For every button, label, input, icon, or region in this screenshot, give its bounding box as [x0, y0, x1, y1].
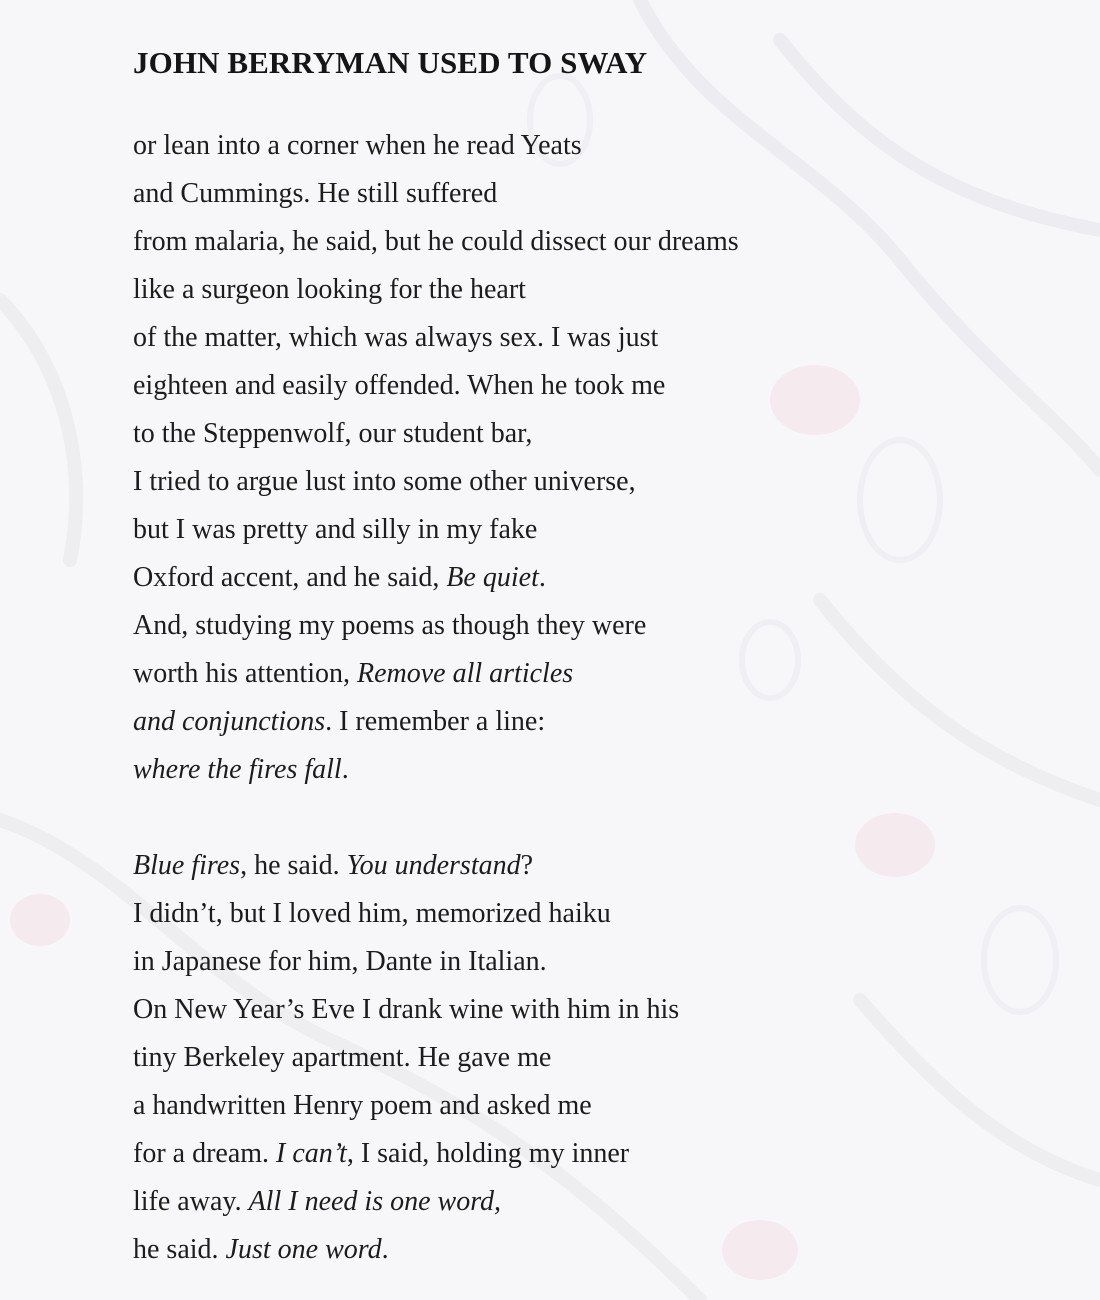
- poem-line: [133, 986, 1033, 1034]
- stanza: [133, 842, 1033, 1274]
- poem-line: [133, 842, 1033, 890]
- poem-line: [133, 458, 1033, 506]
- line-text: .: [538, 562, 546, 593]
- line-text: I didn’t, but I loved him, memorized haiku: [133, 898, 611, 929]
- line-text: a handwritten Henry poem and asked me: [133, 1090, 592, 1121]
- line-text: Oxford accent, and he said,: [133, 562, 447, 593]
- poem-line: [133, 410, 1033, 458]
- line-text: like a surgeon looking for the heart: [133, 274, 526, 305]
- poem-line: [133, 1082, 1033, 1130]
- italic-text: I can’t: [276, 1138, 347, 1169]
- poem-line: [133, 122, 1033, 170]
- line-text: .: [341, 754, 349, 785]
- poem-line: [133, 938, 1033, 986]
- poem-line: [133, 266, 1033, 314]
- stanza: [133, 122, 1033, 794]
- italic-text: Just one word: [225, 1234, 382, 1265]
- poem-body: [133, 122, 1033, 1274]
- poem-line: [133, 1178, 1033, 1226]
- italic-text: Remove all articles: [356, 658, 574, 689]
- line-text: I tried to argue lust into some other universe,: [133, 466, 636, 497]
- poem-line: [133, 170, 1033, 218]
- italic-text: You understand: [346, 850, 521, 881]
- poem-line: [133, 1034, 1033, 1082]
- line-text: to the Steppenwolf, our student bar,: [133, 418, 533, 449]
- line-text: , I said, holding my inner: [346, 1138, 630, 1169]
- poem-line: [133, 362, 1033, 410]
- line-text: worth his attention,: [133, 658, 357, 689]
- italic-text: where the fires fall: [133, 754, 342, 785]
- poem-line: [133, 506, 1033, 554]
- line-text: in Japanese for him, Dante in Italian.: [133, 946, 547, 977]
- line-text: but I was pretty and silly in my fake: [133, 514, 538, 545]
- line-text: life away.: [133, 1186, 249, 1217]
- poem-line: [133, 698, 1033, 746]
- line-text: tiny Berkeley apartment. He gave me: [133, 1042, 552, 1073]
- line-text: he said.: [133, 1234, 226, 1265]
- poem-line: [133, 218, 1033, 266]
- italic-text: Blue fires: [133, 850, 241, 881]
- poem-line: [133, 1130, 1033, 1178]
- line-text: or lean into a corner when he read Yeats: [133, 130, 582, 161]
- poem-line: [133, 314, 1033, 362]
- line-text: On New Year’s Eve I drank wine with him in his: [133, 994, 680, 1025]
- poem-title: JOHN BERRYMAN USED TO SWAY: [133, 45, 648, 80]
- line-text: for a dream.: [133, 1138, 277, 1169]
- poem-page: [133, 40, 1033, 1274]
- poem-line: [133, 602, 1033, 650]
- line-text: eighteen and easily offended. When he took me: [133, 370, 666, 401]
- line-text: . I remember a line:: [325, 706, 546, 737]
- italic-text: All I need is one word,: [248, 1186, 502, 1217]
- line-text: .: [381, 1234, 389, 1265]
- line-text: from malaria, he said, but he could dissect our dreams: [133, 226, 739, 257]
- italic-text: Be quiet: [446, 562, 539, 593]
- poem-line: [133, 1226, 1033, 1274]
- line-text: , he said.: [240, 850, 347, 881]
- line-text: And, studying my poems as though they were: [133, 610, 647, 641]
- poem-line: [133, 890, 1033, 938]
- line-text: and Cummings. He still suffered: [133, 178, 498, 209]
- poem-line: [133, 746, 1033, 794]
- line-text: ?: [520, 850, 534, 881]
- italic-text: and conjunctions: [133, 706, 326, 737]
- line-text: of the matter, which was always sex. I was just: [133, 322, 659, 353]
- poem-line: [133, 650, 1033, 698]
- poem-line: [133, 554, 1033, 602]
